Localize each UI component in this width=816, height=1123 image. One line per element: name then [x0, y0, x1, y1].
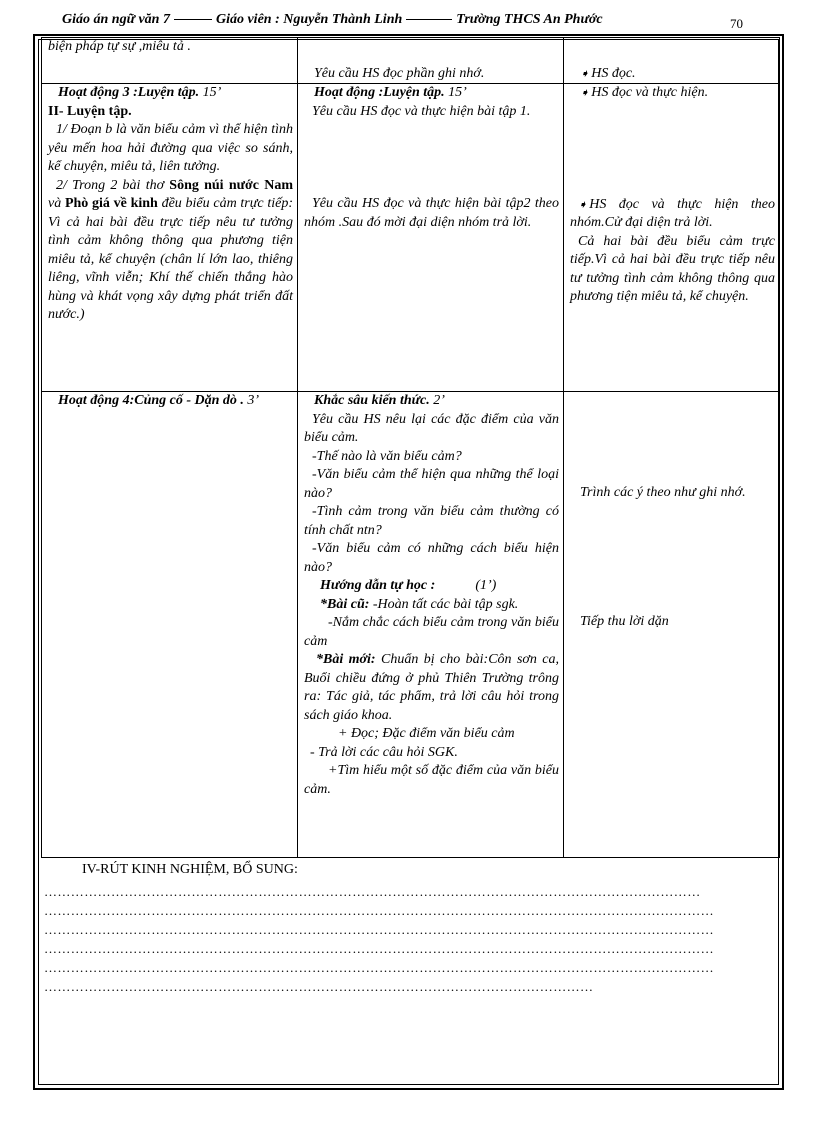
lesson-table: [41, 37, 780, 858]
instruction: Yêu cầu HS đọc và thực hiện bài tập 1.: [312, 103, 531, 119]
dotted-line: ……………………………………………………………………………………………………………………………………: [44, 903, 714, 918]
activity-time: 15’: [444, 85, 467, 100]
instruction: Yêu cầu HS nêu lại các đặc điểm của văn biểu cảm.: [304, 411, 559, 445]
question: -Thế nào là văn biểu cảm?: [312, 448, 462, 464]
new-lesson-text: Chuẩn bị cho bài:Côn sơn ca, Buổi chiều đứng ở phủ Thiên Trường trông ra: Tác giả, tác phẩm, trả lời câu hỏi trong sách giáo khoa.: [304, 652, 559, 723]
header-school: Trường THCS An Phước: [456, 12, 603, 27]
table-row: [42, 38, 780, 84]
section-heading: II- Luyện tập.: [48, 103, 132, 119]
guide-time: (1’): [475, 578, 497, 593]
table-cell: [298, 38, 564, 84]
activity-time: 3’: [243, 393, 260, 408]
cell-text: Trình các ý theo như ghi nhớ.: [580, 485, 746, 500]
page-number: 70: [730, 16, 743, 31]
table-cell: [564, 392, 780, 858]
bullet-icon: ➧: [580, 87, 590, 99]
poem-title: Sông núi nước Nam: [169, 177, 293, 193]
cell-text: Yêu cầu HS đọc phần ghi nhớ.: [314, 65, 485, 81]
table-row: [42, 84, 780, 392]
guide-heading: Hướng dẫn tự học :: [320, 578, 436, 593]
note: - Trả lời các câu hỏi SGK.: [310, 744, 458, 760]
instruction: Yêu cầu HS đọc và thực hiện bài tập2 theo nhóm .Sau đó mời đại diện nhóm trả lời.: [304, 196, 559, 230]
table-cell: [42, 84, 298, 392]
old-lesson-label: *Bài cũ:: [320, 596, 370, 612]
table-cell: [564, 38, 780, 84]
cell-text: Cả hai bài đều biểu cảm trực tiếp.Vì cả hai bài đều trực tiếp nêu tư tưởng tình cảm không thông qua phương tiện miêu tả, kể chuyện.: [570, 233, 775, 304]
dotted-line: ……………………………………………………………………………………………………………………………………: [44, 941, 714, 956]
activity-time: 15’: [199, 85, 222, 100]
table-cell: [42, 392, 298, 858]
bullet-icon: ➧: [578, 198, 588, 211]
page-header: [62, 12, 752, 28]
header-subject: Giáo án ngữ văn 7: [62, 12, 170, 27]
poem-title: Phò giá về kinh: [64, 196, 158, 211]
cell-text: Tiếp thu lời dặn: [580, 613, 669, 629]
cell-text: HS đọc và thực hiện theo nhóm.Cử đại diện trả lời.: [570, 196, 775, 230]
bullet-icon: ➧: [580, 67, 590, 80]
cell-text: biện pháp tự sự ,miêu tả .: [48, 39, 191, 54]
header-teacher: Giáo viên : Nguyễn Thành Linh: [215, 12, 403, 27]
header-rule: [406, 19, 452, 20]
answer-2: [48, 177, 293, 325]
table-row: [42, 392, 780, 858]
note: + Đọc; Đặc điểm văn biểu cảm: [338, 726, 515, 741]
table-cell: [298, 392, 564, 858]
new-lesson-label: *Bài mới:: [316, 652, 376, 667]
answer-text: và: [48, 196, 65, 211]
table-cell: [42, 38, 298, 84]
activity-time: 2’: [429, 393, 445, 408]
dotted-line: ……………………………………………………………………………………………………………: [44, 979, 594, 994]
question: -Văn biểu cảm thể hiện qua những thể loại nào?: [304, 467, 559, 501]
answer-1: 1/ Đoạn b là văn biểu cảm vì thể hiện tình yêu mến hoa hải đường qua việc so sánh, kể chuyện, miêu tả, liên tưởng.: [48, 122, 293, 174]
question: -Tình cảm trong văn biểu cảm thường có tính chất ntn?: [304, 504, 559, 538]
answer-text: đều biểu cảm trực tiếp: Vì cả hai bài đều trực tiếp nêu tư tưởng tình cảm không thông qua phương tiện miêu tả, kể chuyện (chân lí lớn lao, thiêng liêng, vĩnh viễn; Khí thế chiến thắng hào hùng và khát vọng xây dựng phát triển đất nước.): [48, 196, 293, 322]
activity-title: Khắc sâu kiến thức.: [314, 393, 430, 408]
old-lesson-text: -Hoàn tất các bài tập sgk.: [369, 596, 519, 612]
dotted-line: ……………………………………………………………………………………………………………………………………: [44, 960, 714, 975]
old-lesson-text: -Nắm chắc cách biểu cảm trong văn biểu cảm: [304, 615, 559, 649]
experience-title: IV-RÚT KINH NGHIỆM, BỔ SUNG:: [82, 862, 298, 877]
question: -Văn biểu cảm có những cách biểu hiện nào?: [304, 541, 559, 575]
activity-title: Hoạt động :Luyện tập.: [314, 85, 445, 100]
dotted-line: ……………………………………………………………………………………………………………………………………: [44, 922, 714, 937]
answer-text: 2/ Trong 2 bài thơ: [56, 177, 170, 193]
header-rule: [174, 19, 212, 20]
dotted-line: …………………………………………………………………………………………………………………………………: [44, 884, 701, 899]
table-cell: [564, 84, 780, 392]
activity-title: Hoạt động 3 :Luyện tập.: [58, 85, 200, 100]
cell-text: HS đọc.: [591, 65, 636, 81]
table-cell: [298, 84, 564, 392]
activity-title: Hoạt động 4:Củng cố - Dặn dò .: [58, 393, 244, 408]
note: +Tìm hiểu một số đặc điểm của văn biểu cảm.: [304, 763, 559, 797]
cell-text: HS đọc và thực hiện.: [591, 85, 709, 100]
